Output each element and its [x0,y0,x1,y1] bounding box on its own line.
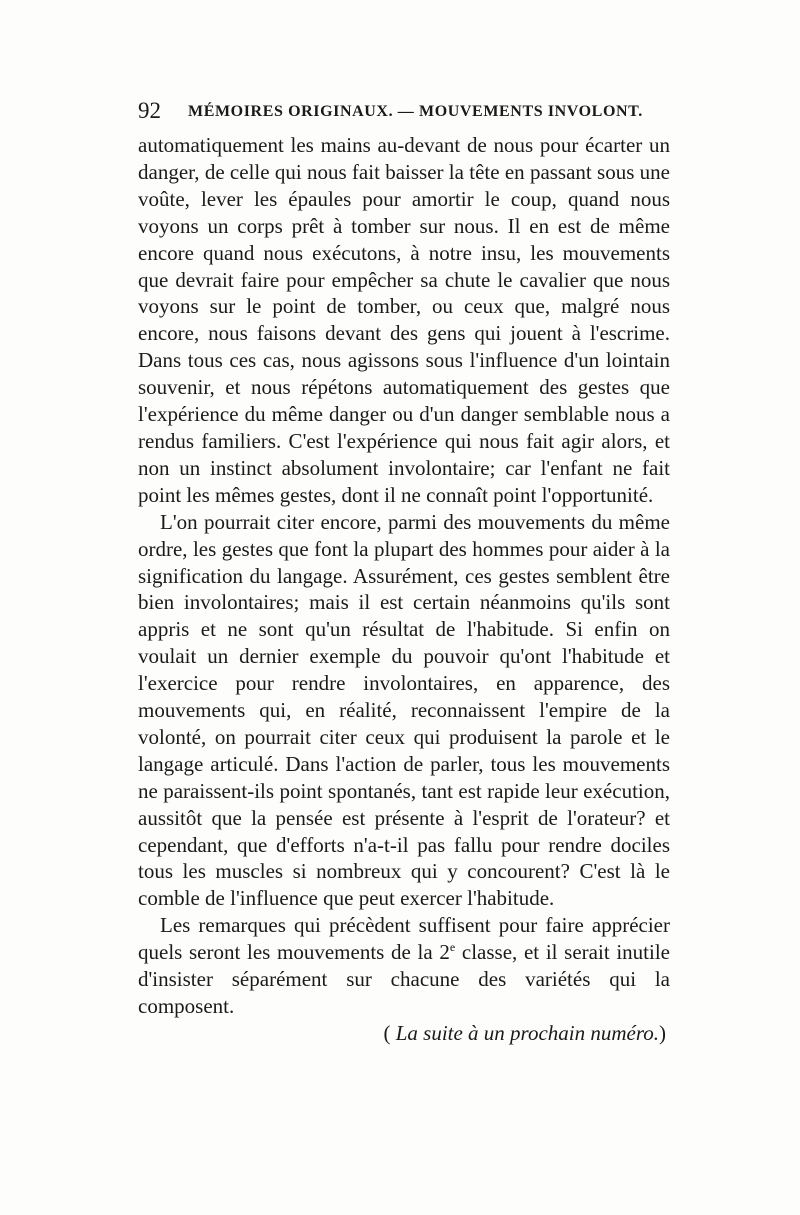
paragraph-1: automatiquement les mains au-devant de nous pour écarter un danger, de celle qui nous fait baisser la tête en passant sous une voûte, lever les épaules pour amortir le coup, quand nous voyons un corps prêt à tomber sur nous. Il en est de même encore quand nous exécutons, à notre insu, les mouvements que devrait faire pour empêcher sa chute le cavalier que nous voyons sur le point de tomber, ou ceux que, malgré nous encore, nous faisons devant des gens qui jouent à l'escrime. Dans tous ces cas, nous agissons sous l'influence d'un lointain souvenir, et nous répétons automatiquement des gestes que l'expérience du même danger ou d'un danger semblable nous a rendus familiers. C'est l'expérience qui nous fait agir alors, et non un instinct absolument involontaire; car l'enfant ne fait point les mêmes gestes, dont il ne connaît point l'opportunité. [138,133,670,507]
continuation-text: La suite à un prochain numéro. [395,1020,659,1045]
paragraph-3-part-2: classe, et il serait inutile d'insister séparément sur chacune des variétés qui la composent. [138,940,670,1018]
close-paren: ) [659,1020,666,1045]
paragraph-3-part-1: Les remarques qui précèdent suffisent pour faire apprécier quels seront les mouvements de la 2 [138,913,670,965]
page-number: 92 [138,98,161,123]
paragraph-3 [138,912,670,1020]
ordinal-suffix: e [449,940,456,955]
page-header [138,96,670,126]
open-paren: ( [383,1020,391,1045]
continuation-note [138,1020,670,1047]
paragraph-2: L'on pourrait citer encore, parmi des mouvements du même ordre, les gestes que font la plupart des hommes pour aider à la signification du langage. Assurément, ces gestes semblent être bien involontaires; mais il est certain néanmoins qu'ils sont appris et ne sont qu'un résultat de l'habitude. Si enfin on voulait un dernier exemple du pouvoir qu'ont l'habitude et l'exercice pour rendre involontaires, en apparence, des mouvements qui, en réalité, reconnaissent l'empire de la volonté, on pourrait citer ceux qui produisent la parole et le langage articulé. Dans l'action de parler, tous les mouvements ne paraissent-ils point spontanés, tant est rapide leur exécution, aussitôt que la pensée est présente à l'esprit de l'orateur? et cependant, que d'efforts n'a-t-il pas fallu pour rendre dociles tous les muscles si nombreux qui y concourent? C'est là le comble de l'influence que peut exercer l'habitude. [138,509,670,911]
running-head: MÉMOIRES ORIGINAUX. — MOUVEMENTS INVOLONT. [188,103,643,120]
body-text [138,132,670,1047]
